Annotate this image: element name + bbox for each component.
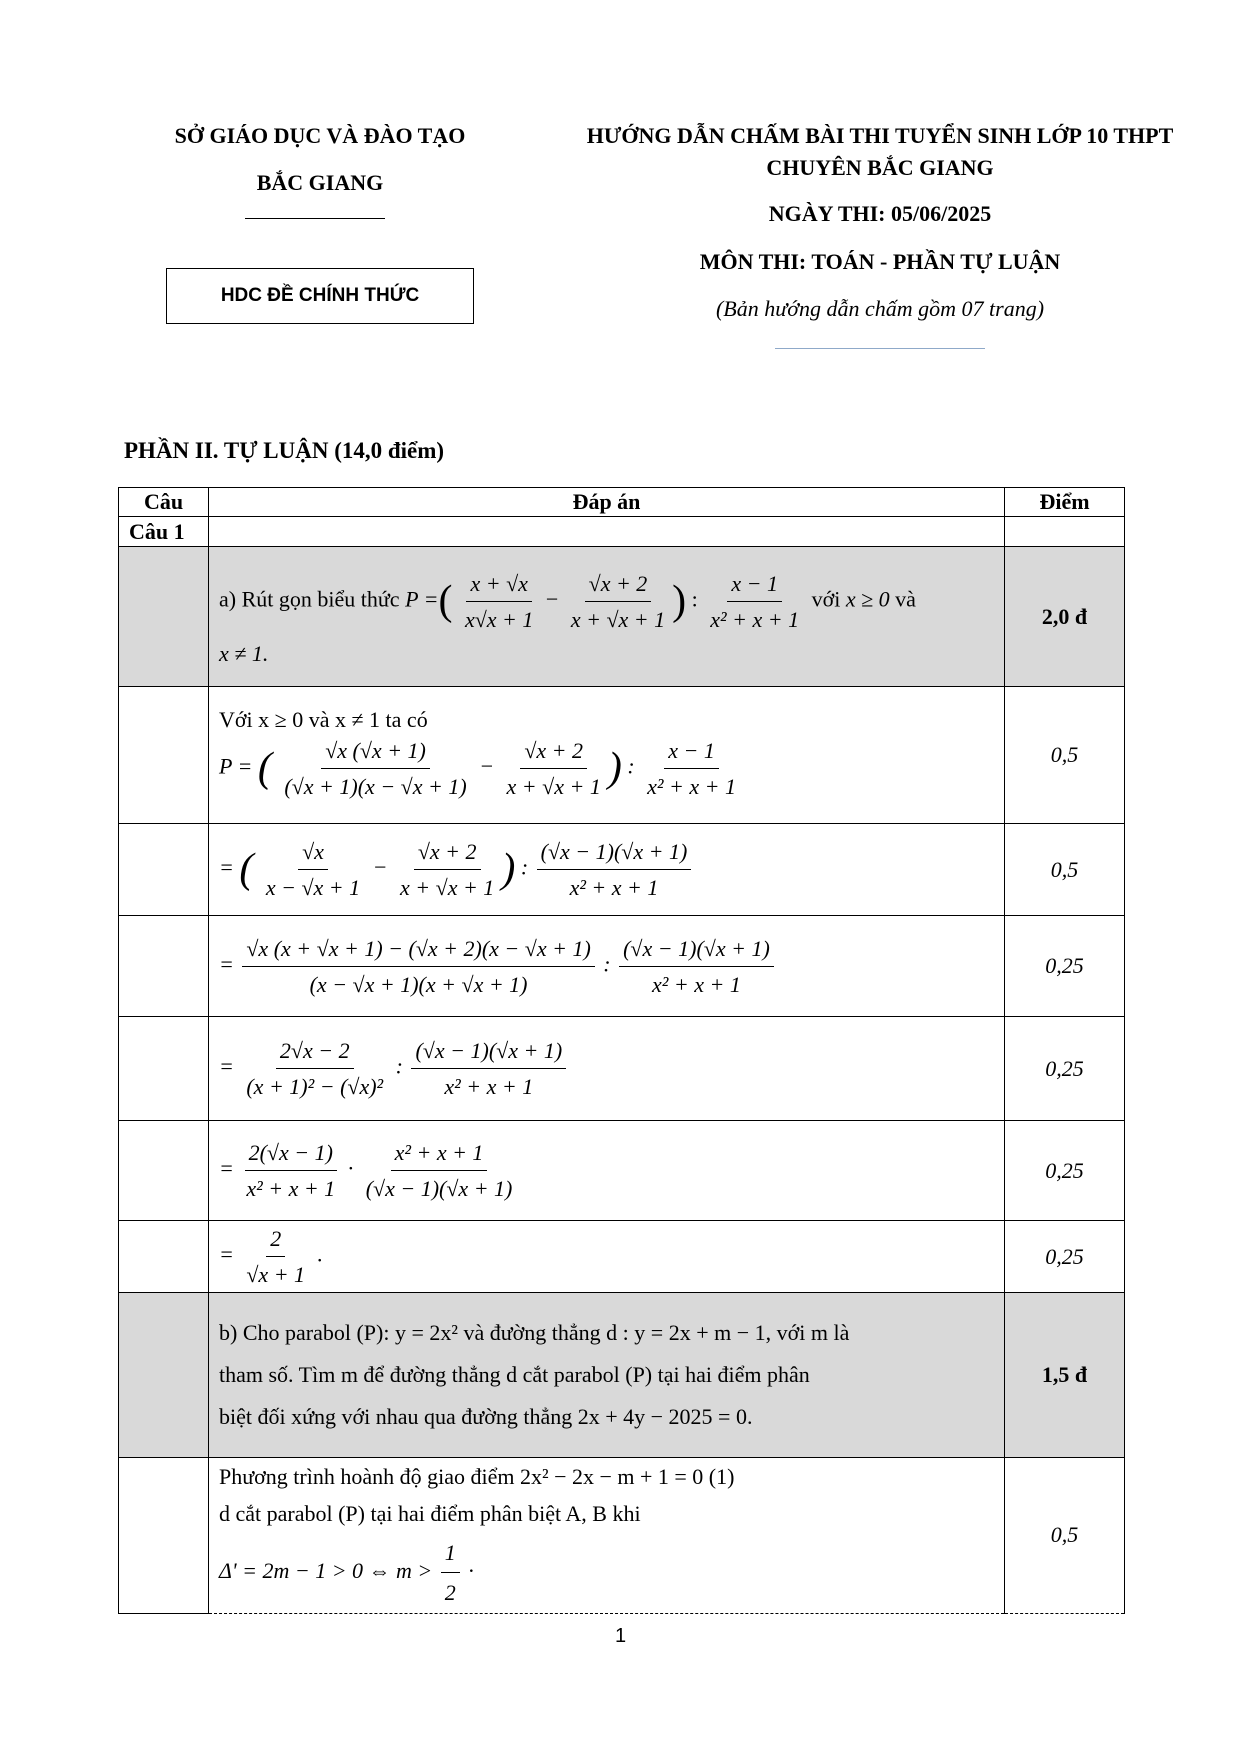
header-answer: Đáp án	[209, 488, 1005, 517]
department-name: SỞ GIÁO DỤC VÀ ĐÀO TẠO	[174, 123, 466, 148]
exam-subject: MÔN THI: TOÁN - PHẦN TỰ LUẬN	[699, 249, 1061, 274]
grading-table	[118, 487, 1125, 1614]
step-row	[119, 1221, 1125, 1293]
step-score: 0,5	[1005, 1458, 1125, 1614]
step-row	[119, 1121, 1125, 1221]
step-score: 0,25	[1005, 1121, 1125, 1221]
title-underline	[775, 348, 985, 349]
page-number: 1	[614, 1625, 627, 1647]
step-content: = $\frac{2}{√x + 1}$ .	[209, 1221, 1005, 1293]
part-a-score: 2,0 đ	[1005, 547, 1125, 687]
question-label: Câu 1	[119, 517, 209, 547]
step-row	[119, 687, 1125, 824]
part-b-line1: b) Cho parabol (P): y = 2x² và đường thẳng d : y = 2x + m − 1, với m là	[219, 1320, 850, 1346]
part-a-cond1: x ≥ 0	[845, 586, 890, 612]
frac-denominator: 2	[444, 1580, 456, 1606]
part-b-row	[119, 1293, 1125, 1458]
step-content: Với x ≥ 0 và x ≠ 1 ta có P = ( $\frac{√x (√x + 1)}{(√x + 1)(x - √x + 1)}$ − $\frac{√x + 2}{x + √x + 1}$ ) : $\frac{x - 1}{\text{x² + x + 1}}$	[209, 687, 1005, 824]
part-a-with: với	[811, 586, 841, 612]
step-content: = $\frac{√x (x + √x + 1) - (√x + 2)(x - √x + 1)}{(x - √x + 1)(x + √x + 1)}$ : $\frac{(√x - 1)(√x + 1)}{\text{x² + x + 1}}$	[209, 916, 1005, 1017]
part-b-step1-line1: Phương trình hoành độ giao điểm 2x² − 2x − m + 1 = 0 (1)	[219, 1464, 735, 1489]
step-content: = $\frac{2√x - 2}{\text{(x + 1)² − (√x)²}}$ : $\frac{(√x - 1)(√x + 1)}{\text{x² + x + 1}}$	[209, 1017, 1005, 1121]
step-score: 0,25	[1005, 916, 1125, 1017]
table-header-row	[119, 488, 1125, 517]
step-score: 0,5	[1005, 824, 1125, 916]
section-title: PHẦN II. TỰ LUẬN (14,0 điểm)	[124, 438, 445, 463]
part-b-line2: tham số. Tìm m để đường thẳng d cắt parabol (P) tại hai điểm phân	[219, 1362, 810, 1388]
part-b-score: 1,5 đ	[1005, 1293, 1125, 1458]
part-b-step1-line2: d cắt parabol (P) tại hai điểm phân biệt A, B khi	[219, 1501, 641, 1527]
part-a-cond2: x ≠ 1.	[219, 641, 269, 666]
part-a-prefix: a) Rút gọn biểu thức	[219, 586, 400, 612]
step-row	[119, 824, 1125, 916]
step-row	[119, 1458, 1125, 1614]
part-b-step1-line3: Δ' = 2m − 1 > 0 ⇔ m >	[219, 1557, 433, 1583]
part-b-line3: biệt đối xứng với nhau qua đường thẳng 2x + 4y − 2025 = 0.	[219, 1403, 753, 1429]
part-a-statement: a) Rút gọn biểu thức P =( $\frac{x + √x}{x√x + 1}$ − $\frac{√x + 2}{x + √x + 1}$ ) : $\frac{x - 1}{\text{x² + x + 1}}$ với x ≥ 0 và x ≠ 1.	[209, 547, 1005, 687]
part-b-statement	[209, 1293, 1005, 1458]
official-badge: HDC ĐỀ CHÍNH THỨC	[166, 268, 474, 324]
step-score: 0,25	[1005, 1221, 1125, 1293]
doc-title-line2: CHUYÊN BẮC GIANG	[766, 155, 994, 180]
step-content: = ( $\frac{√x}{x - √x + 1}$ − $\frac{√x + 2}{x + √x + 1}$ ) : $\frac{(√x - 1)(√x + 1)}{\text{x² + x + 1}}$	[209, 824, 1005, 916]
header-question: Câu	[119, 488, 209, 517]
step-row	[119, 1017, 1125, 1121]
step-intro: Với x ≥ 0 và x ≠ 1 ta có	[219, 706, 428, 732]
part-a-and: và	[895, 586, 916, 612]
step-content: Phương trình hoành độ giao điểm 2x² − 2x − m + 1 = 0 (1) d cắt parabol (P) tại hai điểm phân biệt A, B khi Δ' = 2m − 1 > 0 ⇔ m > $\frac{1}{2}$ ·	[209, 1458, 1005, 1614]
header-score: Điểm	[1005, 488, 1125, 517]
exam-date: NGÀY THI: 05/06/2025	[768, 201, 992, 226]
province-name: BẮC GIANG	[256, 170, 384, 195]
question-row	[119, 517, 1125, 547]
step-content: = $\frac{2(√x - 1)}{\text{x² + x + 1}}$ · $\frac{\text{x² + x + 1}}{(√x - 1)(√x + 1)}$	[209, 1121, 1005, 1221]
page-count-note: (Bản hướng dẫn chấm gồm 07 trang)	[715, 296, 1045, 321]
frac-numerator: 1	[441, 1533, 460, 1573]
step-row	[119, 916, 1125, 1017]
step-score: 0,5	[1005, 687, 1125, 824]
step-score: 0,25	[1005, 1017, 1125, 1121]
header-divider	[245, 218, 385, 219]
doc-title-line1: HƯỚNG DẪN CHẤM BÀI THI TUYỂN SINH LỚP 10 THPT	[586, 123, 1174, 148]
part-a-row	[119, 547, 1125, 687]
